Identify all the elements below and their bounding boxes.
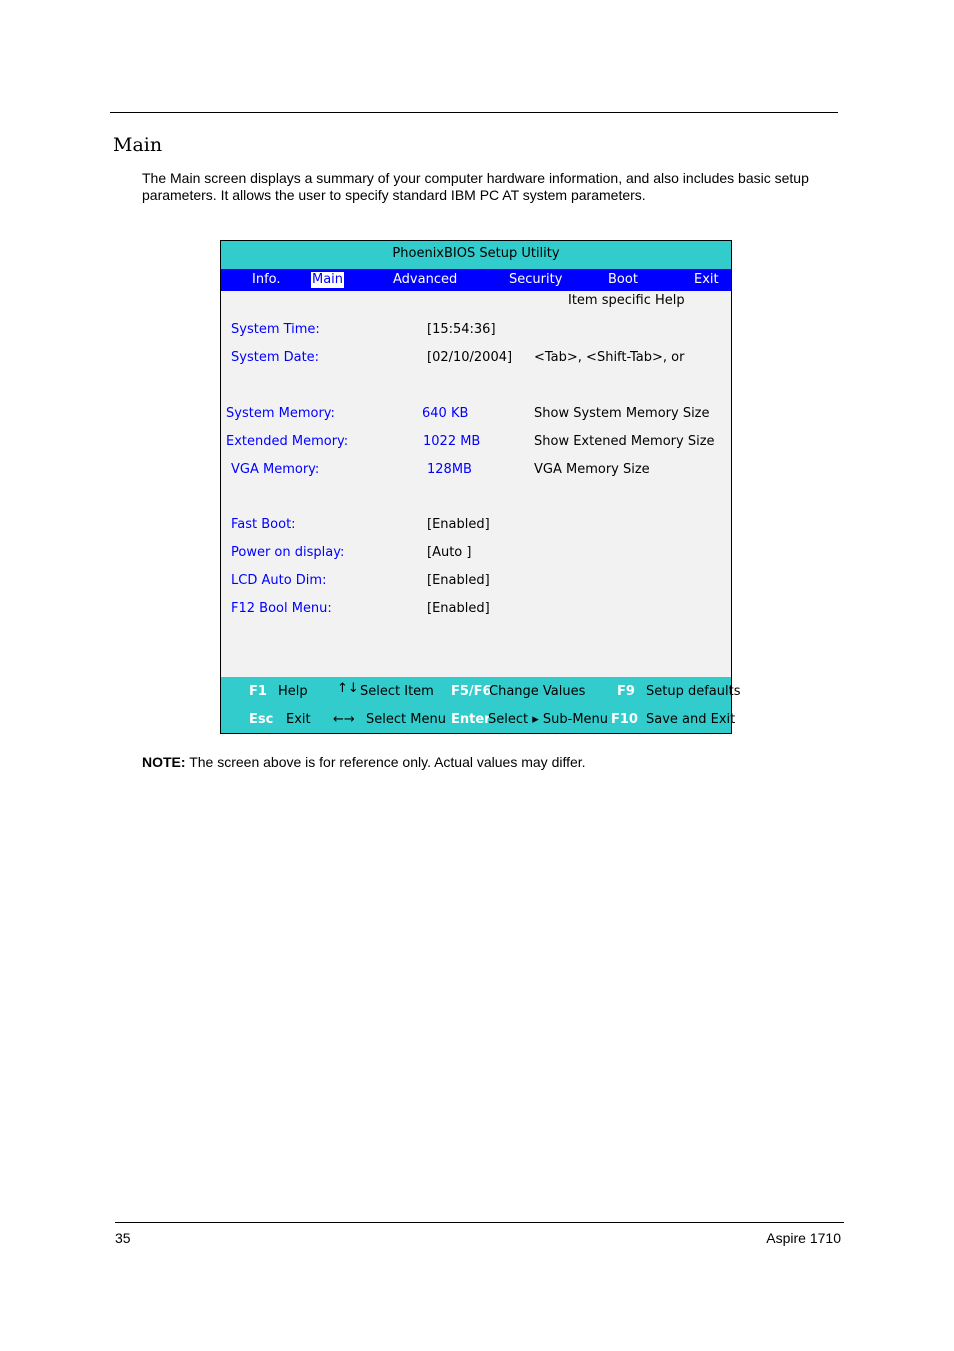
select-menu-desc: Select Menu [366, 712, 446, 727]
bios-menu-bar [221, 269, 731, 291]
key-f5-f6: F5/F6 [451, 684, 492, 699]
field-label-system-time: System Time: [231, 322, 320, 337]
field-label-system-memory: System Memory: [226, 406, 335, 421]
key-enter-desc: Select ▸ Sub-Menu [488, 712, 609, 727]
intro-paragraph: The Main screen displays a summary of your computer hardware information, and also includes basic setup parameters. It allows the user to specify standard IBM PC AT system parameters. [142, 170, 809, 203]
arrow-up-down-icon: ↑↓ [337, 681, 359, 696]
menu-item-boot[interactable]: Boot [608, 272, 638, 287]
key-f1-desc: Help [278, 684, 308, 699]
bios-key-legend [221, 677, 741, 733]
field-help-extended-memory: Show Extened Memory Size [534, 434, 715, 449]
section-title: Main [113, 134, 163, 156]
field-value-lcd-auto-dim[interactable]: [Enabled] [427, 573, 490, 588]
key-f5-f6-desc: Change Values [489, 684, 586, 699]
footer-page-number: 35 [115, 1230, 131, 1246]
field-label-power-on-display: Power on display: [231, 545, 345, 560]
note-text: The screen above is for reference only. Actual values may differ. [185, 754, 586, 770]
field-value-power-on-display[interactable]: [Auto ] [427, 545, 472, 560]
bios-body [221, 291, 731, 679]
field-help-vga-memory: VGA Memory Size [534, 462, 650, 477]
help-header: Item specific Help [568, 293, 685, 308]
select-item-desc: Select Item [360, 684, 434, 699]
field-label-vga-memory: VGA Memory: [231, 462, 320, 477]
field-label-fast-boot: Fast Boot: [231, 517, 296, 532]
key-esc: Esc [249, 712, 274, 727]
menu-item-exit[interactable]: Exit [694, 272, 719, 287]
field-help-system-date: <Tab>, <Shift-Tab>, or [534, 350, 685, 365]
key-esc-desc: Exit [286, 712, 311, 727]
field-help-system-memory: Show System Memory Size [534, 406, 710, 421]
field-value-f12-boot-menu[interactable]: [Enabled] [427, 601, 490, 616]
field-value-system-memory: 640 KB [422, 406, 469, 421]
field-value-system-date[interactable]: [02/10/2004] [427, 350, 513, 365]
footer-rule [115, 1222, 844, 1223]
menu-item-info[interactable]: Info. [252, 272, 281, 287]
key-f9-desc: Setup defaults [646, 684, 741, 699]
field-value-system-time[interactable]: [15:54:36] [427, 322, 496, 337]
field-label-f12-boot-menu: F12 Bool Menu: [231, 601, 332, 616]
key-f10-desc: Save and Exit [646, 712, 736, 727]
field-value-vga-memory: 128MB [427, 462, 472, 477]
key-f9: F9 [617, 684, 635, 699]
field-value-fast-boot[interactable]: [Enabled] [427, 517, 490, 532]
bios-title-bar [221, 241, 731, 269]
field-label-extended-memory: Extended Memory: [226, 434, 349, 449]
footer-model-name: Aspire 1710 [766, 1230, 841, 1246]
key-f10: F10 [611, 712, 638, 727]
note-label: NOTE: [142, 754, 186, 770]
key-f1: F1 [249, 684, 267, 699]
field-label-lcd-auto-dim: LCD Auto Dim: [231, 573, 327, 588]
key-enter: Enter [451, 712, 491, 727]
header-rule [110, 112, 838, 113]
field-value-extended-memory: 1022 MB [423, 434, 481, 449]
menu-item-advanced[interactable]: Advanced [393, 272, 458, 287]
arrow-left-right-icon: ←→ [333, 712, 355, 727]
menu-item-main[interactable]: Main [312, 272, 344, 287]
menu-item-security[interactable]: Security [509, 272, 563, 287]
note-paragraph [142, 754, 842, 771]
bios-screen [220, 240, 741, 734]
field-label-system-date: System Date: [231, 350, 320, 365]
bios-title: PhoenixBIOS Setup Utility [392, 246, 560, 261]
